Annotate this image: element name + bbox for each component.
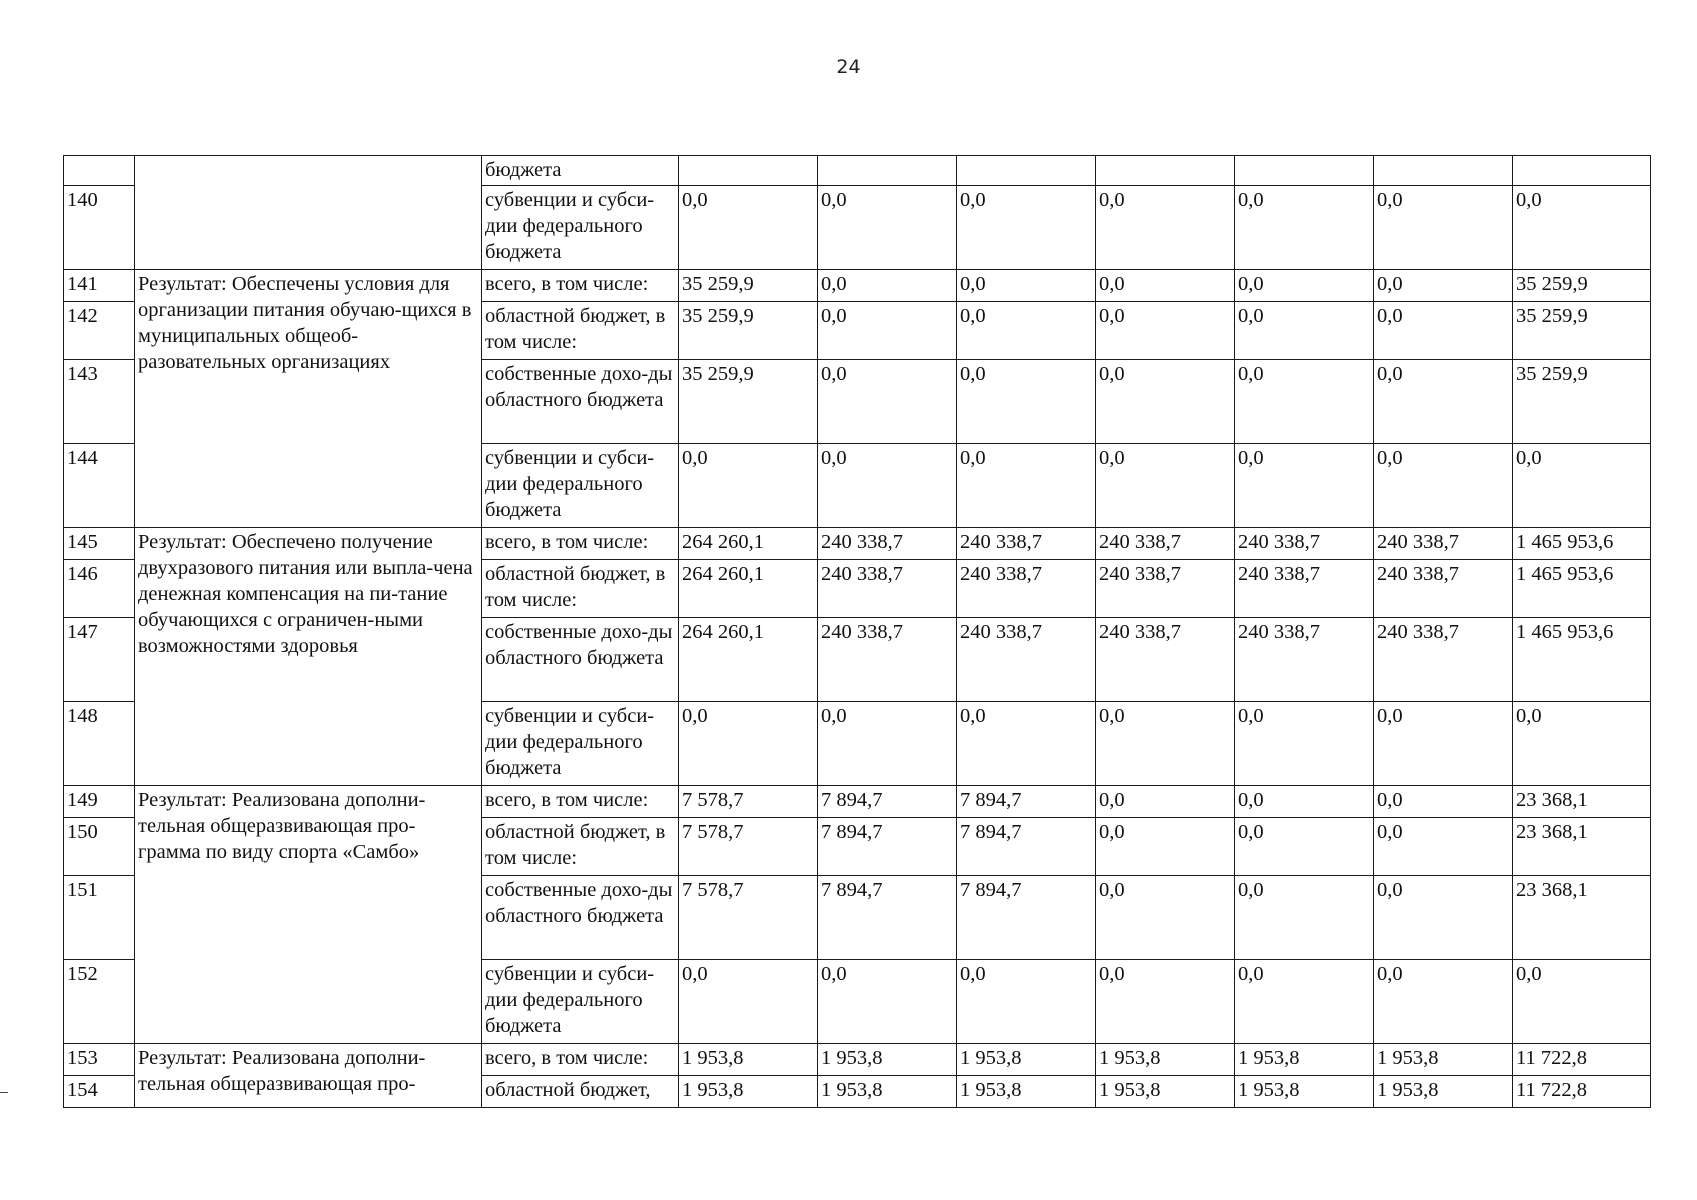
- table-body: [64, 156, 1651, 1108]
- value-cell: 0,0: [1235, 444, 1374, 528]
- value-cell: [1374, 156, 1513, 186]
- row-number: 152: [64, 960, 135, 1044]
- value-cell: 0,0: [1096, 786, 1235, 818]
- value-cell: 0,0: [1235, 818, 1374, 876]
- budget-table: [63, 155, 1651, 1108]
- value-cell: 240 338,7: [1374, 618, 1513, 702]
- value-cell: [679, 156, 818, 186]
- value-cell: 35 259,9: [1513, 360, 1651, 444]
- row-number: 144: [64, 444, 135, 528]
- row-number: 142: [64, 302, 135, 360]
- value-cell: 240 338,7: [957, 528, 1096, 560]
- budget-kind: всего, в том числе:: [482, 786, 679, 818]
- value-cell: 0,0: [1374, 818, 1513, 876]
- value-cell: 0,0: [1374, 444, 1513, 528]
- budget-kind: собственные дохо-ды областного бюджета: [482, 876, 679, 960]
- value-cell: 0,0: [818, 270, 957, 302]
- value-cell: 0,0: [1235, 360, 1374, 444]
- budget-kind: бюджета: [482, 156, 679, 186]
- value-cell: 264 260,1: [679, 560, 818, 618]
- value-cell: 0,0: [1374, 186, 1513, 270]
- value-cell: 1 953,8: [1235, 1076, 1374, 1108]
- value-cell: 7 894,7: [818, 786, 957, 818]
- value-cell: 0,0: [957, 186, 1096, 270]
- budget-kind: субвенции и субси-дии федерального бюджета: [482, 702, 679, 786]
- table-row: [64, 156, 1651, 186]
- value-cell: 0,0: [1374, 360, 1513, 444]
- value-cell: 7 894,7: [957, 786, 1096, 818]
- value-cell: 1 953,8: [1096, 1076, 1235, 1108]
- row-number: 150: [64, 818, 135, 876]
- budget-kind: областной бюджет,: [482, 1076, 679, 1108]
- value-cell: 1 953,8: [1374, 1044, 1513, 1076]
- value-cell: 0,0: [1513, 444, 1651, 528]
- value-cell: 7 578,7: [679, 818, 818, 876]
- value-cell: 240 338,7: [957, 618, 1096, 702]
- value-cell: 240 338,7: [818, 560, 957, 618]
- value-cell: 1 953,8: [1374, 1076, 1513, 1108]
- value-cell: 264 260,1: [679, 528, 818, 560]
- value-cell: 0,0: [818, 302, 957, 360]
- value-cell: 35 259,9: [679, 270, 818, 302]
- value-cell: 11 722,8: [1513, 1076, 1651, 1108]
- table-row: [64, 1044, 1651, 1076]
- value-cell: 23 368,1: [1513, 786, 1651, 818]
- value-cell: 0,0: [1235, 876, 1374, 960]
- table-row: [64, 786, 1651, 818]
- budget-kind: областной бюджет, в том числе:: [482, 560, 679, 618]
- row-number: 149: [64, 786, 135, 818]
- value-cell: 0,0: [1096, 444, 1235, 528]
- value-cell: 0,0: [1096, 960, 1235, 1044]
- row-number: 154: [64, 1076, 135, 1108]
- value-cell: 1 953,8: [1235, 1044, 1374, 1076]
- budget-kind: областной бюджет, в том числе:: [482, 818, 679, 876]
- value-cell: 0,0: [818, 702, 957, 786]
- table-row: [64, 270, 1651, 302]
- value-cell: 0,0: [1096, 876, 1235, 960]
- value-cell: 0,0: [1096, 186, 1235, 270]
- value-cell: 0,0: [1096, 270, 1235, 302]
- value-cell: 23 368,1: [1513, 876, 1651, 960]
- row-number: 151: [64, 876, 135, 960]
- value-cell: [957, 156, 1096, 186]
- budget-kind: всего, в том числе:: [482, 1044, 679, 1076]
- value-cell: 1 953,8: [957, 1044, 1096, 1076]
- value-cell: [1096, 156, 1235, 186]
- value-cell: 0,0: [957, 960, 1096, 1044]
- value-cell: 0,0: [957, 302, 1096, 360]
- value-cell: 7 894,7: [957, 876, 1096, 960]
- value-cell: 0,0: [1235, 270, 1374, 302]
- value-cell: 1 465 953,6: [1513, 560, 1651, 618]
- value-cell: 240 338,7: [818, 618, 957, 702]
- value-cell: 0,0: [679, 186, 818, 270]
- page-number: 24: [836, 56, 861, 78]
- value-cell: 1 953,8: [957, 1076, 1096, 1108]
- value-cell: 240 338,7: [1374, 560, 1513, 618]
- row-number: 147: [64, 618, 135, 702]
- value-cell: 0,0: [679, 444, 818, 528]
- scan-artifact: [0, 1092, 8, 1093]
- row-number: 141: [64, 270, 135, 302]
- value-cell: 23 368,1: [1513, 818, 1651, 876]
- value-cell: 1 953,8: [818, 1076, 957, 1108]
- value-cell: 35 259,9: [679, 302, 818, 360]
- value-cell: 0,0: [1235, 186, 1374, 270]
- value-cell: 0,0: [1513, 702, 1651, 786]
- value-cell: 0,0: [957, 360, 1096, 444]
- value-cell: 240 338,7: [1096, 618, 1235, 702]
- value-cell: 0,0: [679, 702, 818, 786]
- value-cell: 0,0: [818, 960, 957, 1044]
- value-cell: 0,0: [1374, 876, 1513, 960]
- value-cell: 240 338,7: [1235, 618, 1374, 702]
- budget-kind: субвенции и субси-дии федерального бюджета: [482, 444, 679, 528]
- value-cell: 0,0: [957, 444, 1096, 528]
- value-cell: 0,0: [957, 270, 1096, 302]
- value-cell: 35 259,9: [679, 360, 818, 444]
- budget-kind: собственные дохо-ды областного бюджета: [482, 618, 679, 702]
- row-number: 145: [64, 528, 135, 560]
- row-number: 140: [64, 186, 135, 270]
- row-number: 143: [64, 360, 135, 444]
- value-cell: 7 578,7: [679, 786, 818, 818]
- value-cell: 0,0: [1513, 186, 1651, 270]
- value-cell: 0,0: [1513, 960, 1651, 1044]
- value-cell: 35 259,9: [1513, 302, 1651, 360]
- value-cell: 7 894,7: [957, 818, 1096, 876]
- value-cell: 1 465 953,6: [1513, 618, 1651, 702]
- value-cell: 1 953,8: [679, 1044, 818, 1076]
- value-cell: 0,0: [1096, 360, 1235, 444]
- value-cell: 1 953,8: [818, 1044, 957, 1076]
- value-cell: 7 894,7: [818, 818, 957, 876]
- value-cell: 0,0: [957, 702, 1096, 786]
- value-cell: 0,0: [1235, 302, 1374, 360]
- value-cell: [1235, 156, 1374, 186]
- value-cell: 0,0: [818, 186, 957, 270]
- value-cell: 0,0: [1096, 302, 1235, 360]
- value-cell: [1513, 156, 1651, 186]
- value-cell: 7 578,7: [679, 876, 818, 960]
- budget-kind: субвенции и субси-дии федерального бюджета: [482, 186, 679, 270]
- value-cell: 1 465 953,6: [1513, 528, 1651, 560]
- value-cell: 240 338,7: [1096, 560, 1235, 618]
- row-number: 153: [64, 1044, 135, 1076]
- value-cell: 0,0: [1096, 702, 1235, 786]
- value-cell: 1 953,8: [1096, 1044, 1235, 1076]
- value-cell: 0,0: [1235, 960, 1374, 1044]
- value-cell: 0,0: [1235, 702, 1374, 786]
- value-cell: 0,0: [1096, 818, 1235, 876]
- row-number: 148: [64, 702, 135, 786]
- budget-kind: собственные дохо-ды областного бюджета: [482, 360, 679, 444]
- value-cell: 264 260,1: [679, 618, 818, 702]
- value-cell: 240 338,7: [957, 560, 1096, 618]
- value-cell: 0,0: [818, 360, 957, 444]
- row-number: 146: [64, 560, 135, 618]
- value-cell: 240 338,7: [1235, 528, 1374, 560]
- row-number: [64, 156, 135, 186]
- value-cell: 0,0: [1374, 302, 1513, 360]
- value-cell: 0,0: [1374, 702, 1513, 786]
- table-row: [64, 528, 1651, 560]
- budget-kind: всего, в том числе:: [482, 528, 679, 560]
- result-description: Результат: Обеспечены условия для организации питания обучаю-щихся в муниципальных общеоб-разовательных организациях: [135, 270, 482, 528]
- result-description: Результат: Реализована дополни-тельная общеразвивающая про-грамма по виду спорта «Самбо»: [135, 786, 482, 1044]
- value-cell: 0,0: [1374, 786, 1513, 818]
- value-cell: 240 338,7: [1096, 528, 1235, 560]
- value-cell: 11 722,8: [1513, 1044, 1651, 1076]
- value-cell: 0,0: [818, 444, 957, 528]
- value-cell: 0,0: [1235, 786, 1374, 818]
- value-cell: [818, 156, 957, 186]
- budget-kind: всего, в том числе:: [482, 270, 679, 302]
- value-cell: 1 953,8: [679, 1076, 818, 1108]
- result-description: Результат: Обеспечено получение двухразового питания или выпла-чена денежная компенсация на пи-тание обучающихся с ограничен-ными возможностями здоровья: [135, 528, 482, 786]
- value-cell: 240 338,7: [818, 528, 957, 560]
- result-description-continued: [135, 156, 482, 270]
- value-cell: 0,0: [1374, 270, 1513, 302]
- value-cell: 7 894,7: [818, 876, 957, 960]
- value-cell: 240 338,7: [1374, 528, 1513, 560]
- value-cell: 0,0: [1374, 960, 1513, 1044]
- value-cell: 240 338,7: [1235, 560, 1374, 618]
- budget-kind: областной бюджет, в том числе:: [482, 302, 679, 360]
- value-cell: 35 259,9: [1513, 270, 1651, 302]
- budget-kind: субвенции и субси-дии федерального бюджета: [482, 960, 679, 1044]
- result-description: Результат: Реализована дополни-тельная общеразвивающая про-: [135, 1044, 482, 1108]
- value-cell: 0,0: [679, 960, 818, 1044]
